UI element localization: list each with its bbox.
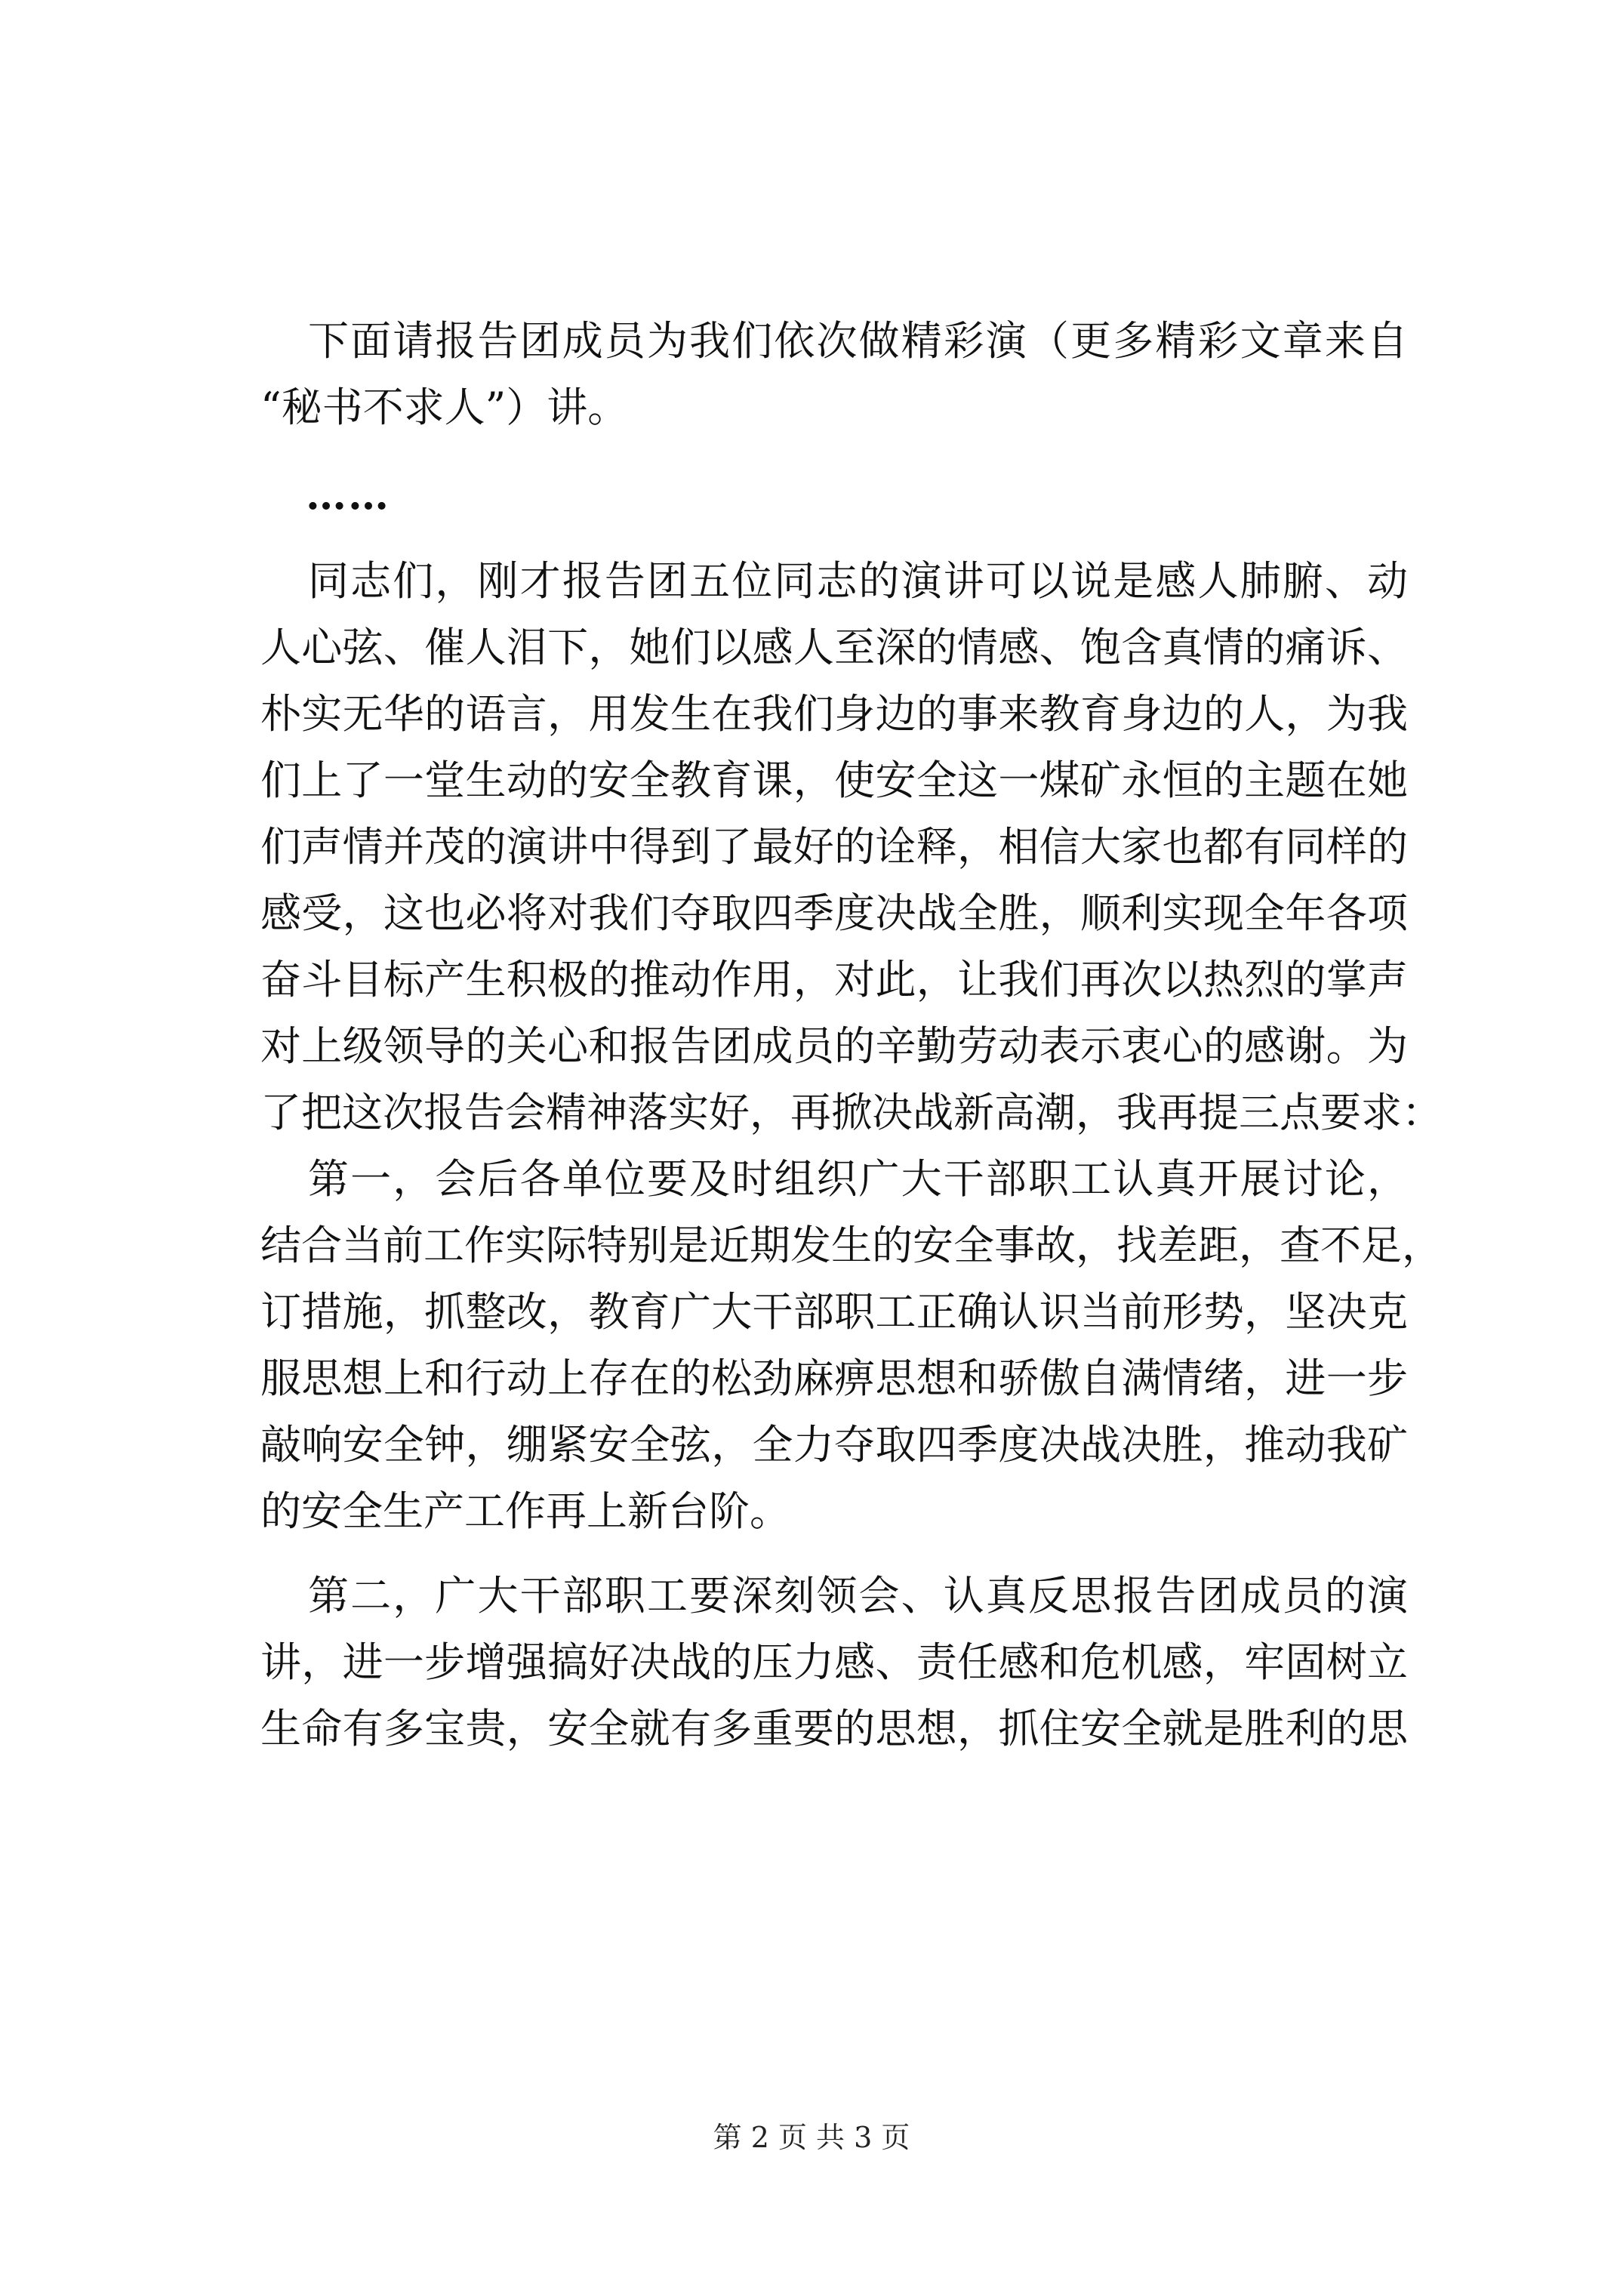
paragraph-2-line-9: 了把这次报告会精神落实好，再掀决战新高潮，我再提三点要求：: [260, 1089, 1443, 1136]
paragraph-2-line-8: 对上级领导的关心和报告团成员的辛勤劳动表示衷心的感谢。为: [260, 1022, 1408, 1070]
paragraph-2-line-6: 感受，这也必将对我们夺取四季度决战全胜，顺利实现全年各项: [260, 889, 1408, 937]
paragraph-2-line-2: 人心弦、催人泪下，她们以感人至深的情感、饱含真情的痛诉、: [260, 624, 1408, 671]
paragraph-4-line-1: 第二，广大干部职工要深刻领会、认真反思报告团成员的演: [308, 1572, 1408, 1620]
paragraph-2-line-7: 奋斗目标产生积极的推动作用，对此，让我们再次以热烈的掌声: [260, 956, 1408, 1003]
paragraph-1-line-1: 下面请报告团成员为我们依次做精彩演（更多精彩文章来自: [308, 317, 1408, 365]
paragraph-3-line-1: 第一，会后各单位要及时组织广大干部职工认真开展讨论，: [308, 1155, 1408, 1203]
paragraph-2-line-3: 朴实无华的语言，用发生在我们身边的事来教育身边的人，为我: [260, 690, 1408, 738]
ellipsis: ……: [306, 470, 390, 519]
paragraph-3-line-2: 结合当前工作实际特别是近期发生的安全事故，找差距，查不足，: [260, 1222, 1443, 1269]
paragraph-2-line-5: 们声情并茂的演讲中得到了最好的诠释，相信大家也都有同样的: [260, 823, 1408, 871]
page-number-footer: 第 2 页 共 3 页: [713, 2121, 910, 2154]
paragraph-3-line-4: 服思想上和行动上存在的松劲麻痹思想和骄傲自满情绪，进一步: [260, 1354, 1408, 1402]
paragraph-2-line-1: 同志们，刚才报告团五位同志的演讲可以说是感人肺腑、动: [308, 557, 1408, 605]
paragraph-1-line-2: “秘书不求人”）讲。: [260, 384, 629, 431]
paragraph-4-line-2: 讲，进一步增强搞好决战的压力感、责任感和危机感，牢固树立: [260, 1638, 1408, 1686]
paragraph-2-line-4: 们上了一堂生动的安全教育课，使安全这一煤矿永恒的主题在她: [260, 757, 1408, 804]
paragraph-3-line-5: 敲响安全钟，绷紧安全弦，全力夺取四季度决战决胜，推动我矿: [260, 1421, 1408, 1469]
paragraph-3-line-6: 的安全生产工作再上新台阶。: [260, 1487, 790, 1535]
paragraph-4-line-3: 生命有多宝贵，安全就有多重要的思想，抓住安全就是胜利的思: [260, 1705, 1408, 1752]
paragraph-3-line-3: 订措施，抓整改，教育广大干部职工正确认识当前形势，坚决克: [260, 1288, 1408, 1336]
